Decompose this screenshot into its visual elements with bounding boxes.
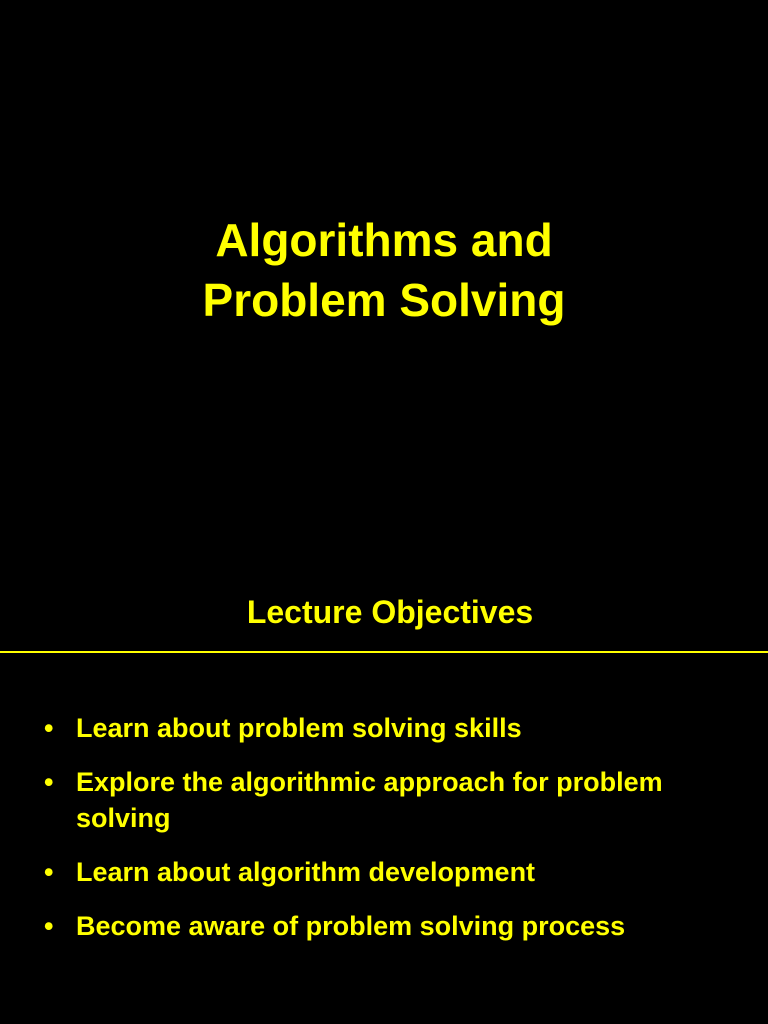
objectives-heading: Lecture Objectives — [246, 594, 534, 630]
bullet-text: Explore the algorithmic approach for problem solving — [76, 767, 663, 833]
list-item — [0, 854, 768, 890]
slide-title — [0, 210, 768, 330]
objectives-list — [0, 710, 768, 962]
bullet-icon: • — [44, 857, 54, 887]
objectives-slide — [0, 512, 768, 1024]
list-item — [0, 908, 768, 944]
heading-divider — [0, 651, 768, 653]
bullet-text: Learn about problem solving skills — [76, 713, 522, 743]
bullet-icon: • — [44, 911, 54, 941]
title-line-1: Algorithms and — [215, 214, 553, 266]
bullet-text: Become aware of problem solving process — [76, 911, 626, 941]
list-item — [0, 710, 768, 746]
list-item — [0, 764, 768, 836]
title-line-2: Problem Solving — [202, 274, 566, 326]
bullet-icon: • — [44, 767, 54, 797]
bullet-text: Learn about algorithm development — [76, 857, 536, 887]
bullet-icon: • — [44, 713, 54, 743]
